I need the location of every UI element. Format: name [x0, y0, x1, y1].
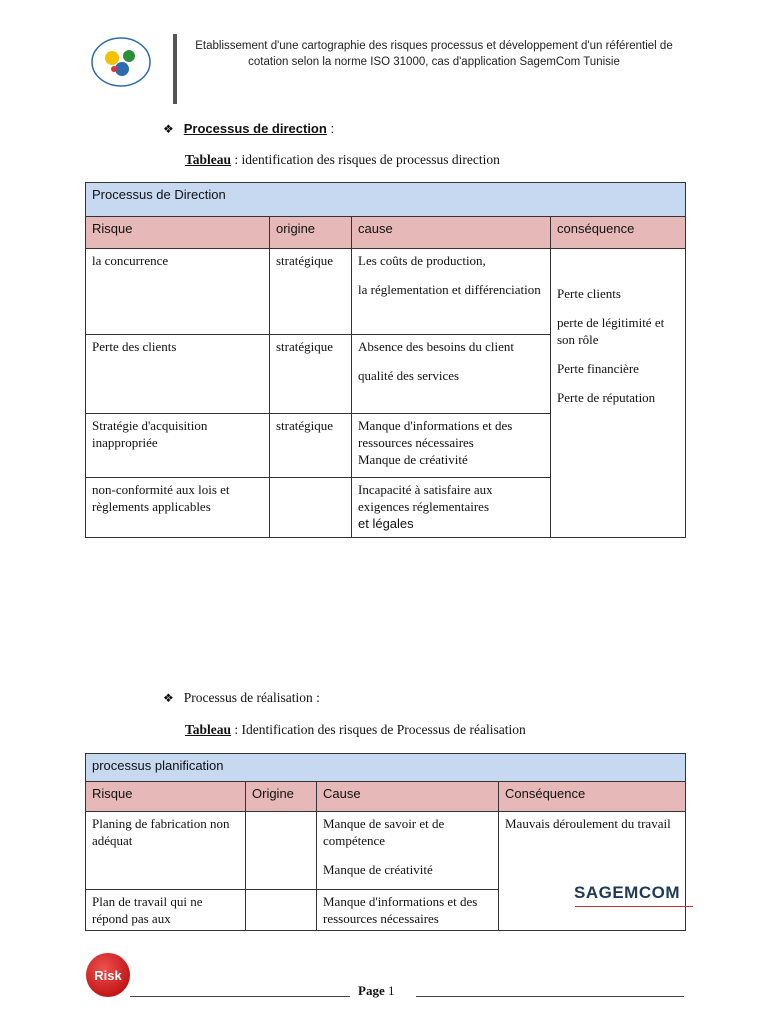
section-heading-realisation — [163, 690, 320, 706]
consequence-item: Perte clients — [557, 286, 621, 301]
section-title: Processus de réalisation : — [183, 690, 320, 705]
cause-line: Manque de créativité — [358, 452, 468, 467]
caption-text: : Identification des risques de Processus de réalisation — [231, 722, 526, 737]
cell-risque: la concurrence — [86, 249, 270, 335]
cause-line: Absence des besoins du client — [358, 339, 514, 354]
cell-risque: Stratégie d'acquisition inappropriée — [86, 414, 270, 478]
col-header-origine: Origine — [246, 782, 317, 812]
cell-cause — [352, 478, 551, 538]
cause-line: Manque d'informations et des ressources nécessaires — [358, 418, 513, 450]
header-line-2: cotation selon la norme ISO 31000, cas d'application SagemCom Tunisie — [248, 56, 620, 68]
table-title: Processus de Direction — [86, 183, 686, 217]
cell-consequences — [551, 249, 686, 538]
risk-table-direction — [85, 182, 686, 538]
document-header — [184, 38, 684, 70]
cell-origine — [246, 890, 317, 931]
cause-line: Les coûts de production, — [358, 253, 486, 268]
logo-underline — [575, 906, 693, 907]
cause-line: qualité des services — [358, 368, 460, 383]
table-row — [86, 812, 686, 890]
table-row — [86, 249, 686, 335]
cell-cause: Manque d'informations et des ressources nécessaires — [317, 890, 499, 931]
caption-label: Tableau — [185, 152, 232, 167]
col-header-consequence: conséquence — [551, 217, 686, 249]
cell-cause — [352, 335, 551, 414]
page-label: Page — [358, 983, 385, 998]
caption-text: : identification des risques de processus direction — [231, 152, 500, 167]
cell-consequence: Mauvais déroulement du travail — [499, 812, 686, 931]
section-title: Processus de direction — [183, 121, 327, 136]
cell-origine: stratégique — [270, 335, 352, 414]
col-header-consequence: Conséquence — [499, 782, 686, 812]
table-caption — [185, 152, 500, 168]
diamond-bullet-icon: ❖ — [163, 122, 174, 136]
col-header-cause: Cause — [317, 782, 499, 812]
risk-badge-icon: Risk — [86, 953, 130, 997]
cell-cause — [352, 414, 551, 478]
consequence-item: perte de légitimité et son rôle — [557, 315, 665, 347]
risk-table-realisation — [85, 753, 686, 931]
page-number — [358, 983, 394, 999]
cell-cause — [317, 812, 499, 890]
university-logo — [90, 36, 152, 88]
caption-label: Tableau — [185, 722, 232, 737]
cause-line: et légales — [358, 516, 414, 531]
header-line-1: Etablissement d'une cartographie des risques processus et développement d'un référentiel de — [195, 40, 673, 52]
consequence-item: Perte de réputation — [557, 390, 656, 405]
cell-risque: Plan de travail qui ne répond pas aux — [86, 890, 246, 931]
cause-line: la réglementation et différenciation — [358, 282, 541, 297]
cell-origine: stratégique — [270, 249, 352, 335]
cell-origine: stratégique — [270, 414, 352, 478]
cause-line: Incapacité à satisfaire aux exigences réglementaires — [358, 482, 493, 514]
cell-risque: Planing de fabrication non adéquat — [86, 812, 246, 890]
col-header-cause: cause — [352, 217, 551, 249]
cell-origine — [270, 478, 352, 538]
col-header-origine: origine — [270, 217, 352, 249]
consequence-item: Perte financière — [557, 361, 639, 376]
cause-line: Manque de savoir et de compétence — [323, 816, 445, 848]
footer-rule-left — [130, 996, 350, 997]
header-divider — [173, 34, 177, 104]
cell-cause — [352, 249, 551, 335]
page-value: 1 — [387, 983, 395, 998]
diamond-bullet-icon: ❖ — [163, 691, 174, 705]
footer-rule-right — [416, 996, 684, 997]
table-title: processus planification — [86, 754, 686, 782]
sagemcom-logo: SAGEMCOM — [574, 883, 680, 902]
col-header-risque: Risque — [86, 782, 246, 812]
cause-line: Manque de créativité — [323, 862, 433, 877]
cell-origine — [246, 812, 317, 890]
section-suffix: : — [326, 121, 335, 136]
cell-risque: Perte des clients — [86, 335, 270, 414]
table-caption — [185, 722, 526, 738]
section-heading-direction — [163, 121, 334, 136]
col-header-risque: Risque — [86, 217, 270, 249]
cell-risque: non-conformité aux lois et règlements applicables — [86, 478, 270, 538]
